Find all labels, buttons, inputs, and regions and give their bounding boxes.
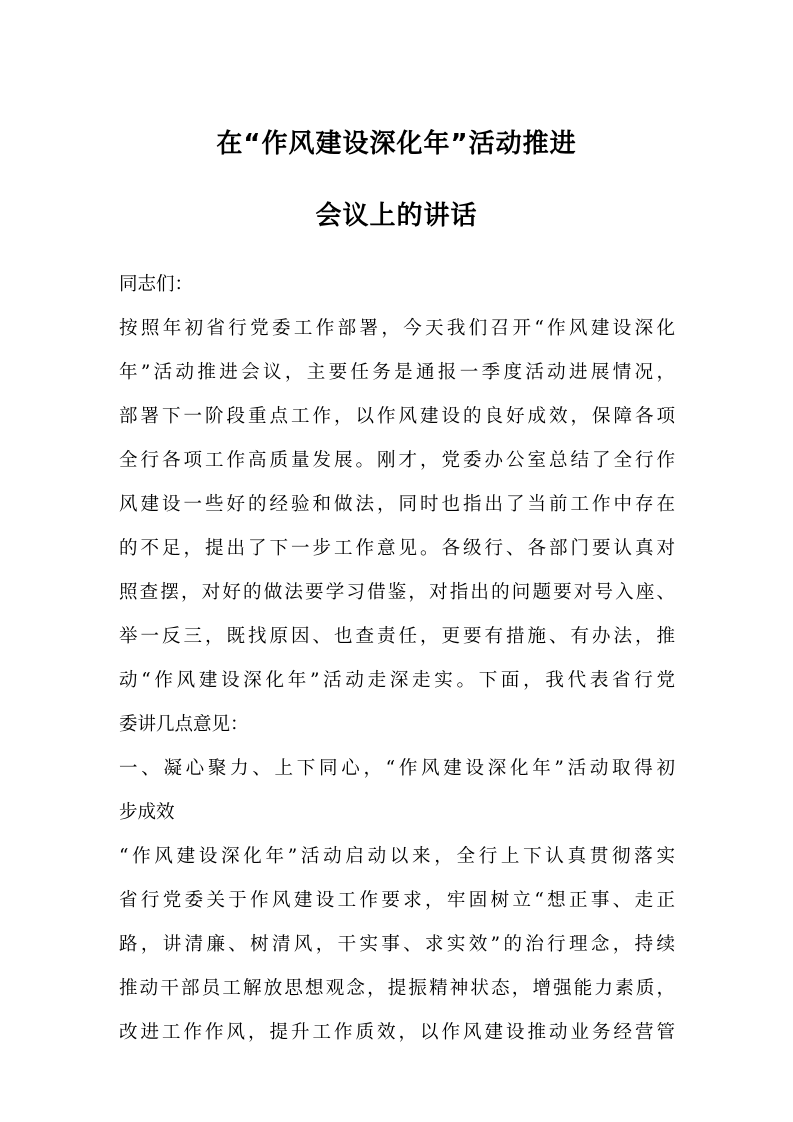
- body-line: 举一反三，既找原因、也查责任，更要有措施、有办法，推: [119, 626, 675, 647]
- body-line: 年”活动推进会议，主要任务是通报一季度活动进展情况，: [119, 362, 675, 383]
- section-heading-line: 一、凝心聚力、上下同心，“作风建设深化年”活动取得初: [119, 758, 675, 779]
- body-line: 风建设一些好的经验和做法，同时也指出了当前工作中存在: [119, 494, 675, 515]
- body-line: 路，讲清廉、树清风，干实事、求实效”的治行理念，持续: [119, 934, 675, 955]
- body-line: 委讲几点意见：: [119, 714, 249, 735]
- document-title-line-2: 会议上的讲话: [315, 201, 478, 231]
- body-line: “作风建设深化年”活动启动以来，全行上下认真贯彻落实: [119, 846, 675, 867]
- body-line: 动“作风建设深化年”活动走深走实。下面，我代表省行党: [119, 670, 675, 691]
- salutation: 同志们：: [119, 274, 194, 295]
- body-line: 全行各项工作高质量发展。刚才，党委办公室总结了全行作: [119, 450, 675, 471]
- section-heading-line: 步成效: [119, 802, 175, 823]
- body-line: 省行党委关于作风建设工作要求，牢固树立“想正事、走正: [119, 890, 675, 911]
- body-line: 部署下一阶段重点工作，以作风建设的良好成效，保障各项: [119, 406, 675, 427]
- body-line: 的不足，提出了下一步工作意见。各级行、各部门要认真对: [119, 538, 675, 559]
- body-line: 按照年初省行党委工作部署，今天我们召开“作风建设深化: [119, 318, 675, 339]
- body-line: 照查摆，对好的做法要学习借鉴，对指出的问题要对号入座、: [119, 582, 675, 603]
- body-line: 推动干部员工解放思想观念，提振精神状态，增强能力素质，: [119, 978, 675, 999]
- document-title-line-1: 在“作风建设深化年”活动推进: [216, 129, 577, 159]
- body-line: 改进工作作风，提升工作质效，以作风建设推动业务经营管: [119, 1022, 675, 1043]
